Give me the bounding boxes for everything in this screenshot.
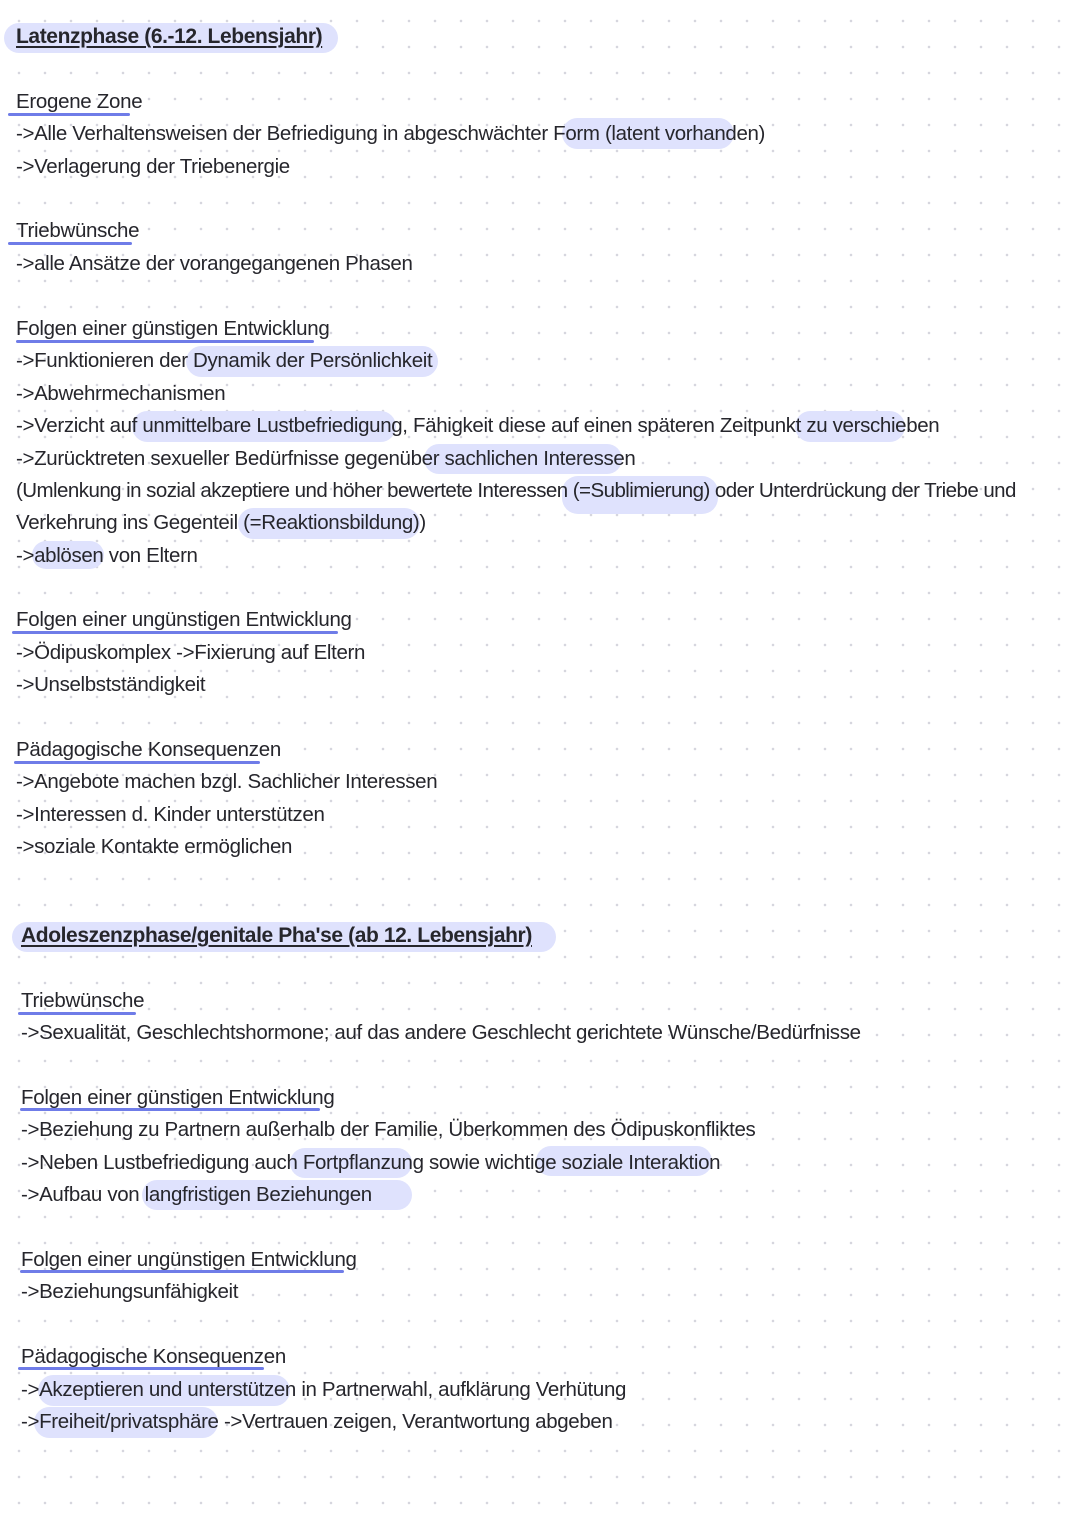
s2-guenstig-line-2: ->Neben Lustbefriedigung auch Fortpflanzung sowie wichtige soziale Interaktion: [21, 1151, 721, 1174]
s1-paed-line-2: ->Interessen d. Kinder unterstützen: [16, 803, 325, 826]
section1-title: [16, 22, 322, 52]
s1-paedagogisch-label: Pädagogische Konsequenzen: [16, 738, 281, 761]
s1-erogene-line-1: ->Alle Verhaltensweisen der Befriedigung in abgeschwächter Form (latent vorhanden): [16, 122, 766, 145]
s2-paed-line-2: ->Freiheit/privatsphäre ->Vertrauen zeigen, Verantwortung abgeben: [21, 1410, 613, 1433]
s1-paed-line-3: ->soziale Kontakte ermöglichen: [16, 835, 293, 858]
section1-title-text: Latenzphase (6.-12. Lebensjahr): [16, 25, 323, 48]
s1-guenstig-line-6: Verkehrung ins Gegenteil (=Reaktionsbildung)): [16, 511, 426, 534]
s1-unguenstig-line-2: ->Unselbstständigkeit: [16, 673, 206, 696]
s2-paed-line-1: ->Akzeptieren und unterstützen in Partnerwahl, aufklärung Verhütung: [21, 1378, 627, 1401]
s1-guenstig-line-5: (Umlenkung in sozial akzeptiere und höher bewertete Interessen (=Sublimierung) oder Unterdrückung der Triebe und: [16, 479, 1016, 502]
s2-guenstig-line-1: ->Beziehung zu Partnern außerhalb der Familie, Überkommen des Ödipuskonfliktes: [21, 1118, 756, 1141]
s2-paedagogisch-label: Pädagogische Konsequenzen: [21, 1345, 286, 1368]
s1-triebwuensche-label: Triebwünsche: [16, 219, 140, 242]
s1-guenstig-line-2: ->Abwehrmechanismen: [16, 382, 226, 405]
s1-guenstig-line-3: ->Verzicht auf unmittelbare Lustbefriedigung, Fähigkeit diese auf einen späteren Zeitpunkt zu verschieben: [16, 414, 940, 437]
s2-unguenstig-label: Folgen einer ungünstigen Entwicklung: [21, 1248, 357, 1271]
s2-guenstig-label: Folgen einer günstigen Entwicklung: [21, 1086, 335, 1109]
section2-title-text: Adoleszenzphase/genitale Pha'se (ab 12. Lebensjahr): [21, 924, 532, 947]
s1-unguenstig-line-1: ->Ödipuskomplex ->Fixierung auf Eltern: [16, 641, 366, 664]
s1-trieb-line-1: ->alle Ansätze der vorangegangenen Phasen: [16, 252, 413, 275]
s2-trieb-line-1: ->Sexualität, Geschlechtshormone; auf das andere Geschlecht gerichtete Wünsche/Bedürfnisse: [21, 1021, 861, 1044]
s1-guenstig-line-1: ->Funktionieren der Dynamik der Persönlichkeit: [16, 349, 433, 372]
section2-title: [21, 921, 532, 951]
s1-erogene-zone-label: Erogene Zone: [16, 90, 143, 113]
s2-triebwuensche-label: Triebwünsche: [21, 989, 145, 1012]
s1-paed-line-1: ->Angebote machen bzgl. Sachlicher Interessen: [16, 770, 438, 793]
s2-guenstig-line-3: ->Aufbau von langfristigen Beziehungen: [21, 1183, 372, 1206]
s1-guenstig-line-7: ->ablösen von Eltern: [16, 544, 198, 567]
s1-erogene-line-2: ->Verlagerung der Triebenergie: [16, 155, 290, 178]
s2-unguenstig-line-1: ->Beziehungsunfähigkeit: [21, 1280, 239, 1303]
s1-guenstig-label: Folgen einer günstigen Entwicklung: [16, 317, 330, 340]
s1-guenstig-line-4: ->Zurücktreten sexueller Bedürfnisse gegenüber sachlichen Interessen: [16, 447, 636, 470]
s1-unguenstig-label: Folgen einer ungünstigen Entwicklung: [16, 608, 352, 631]
